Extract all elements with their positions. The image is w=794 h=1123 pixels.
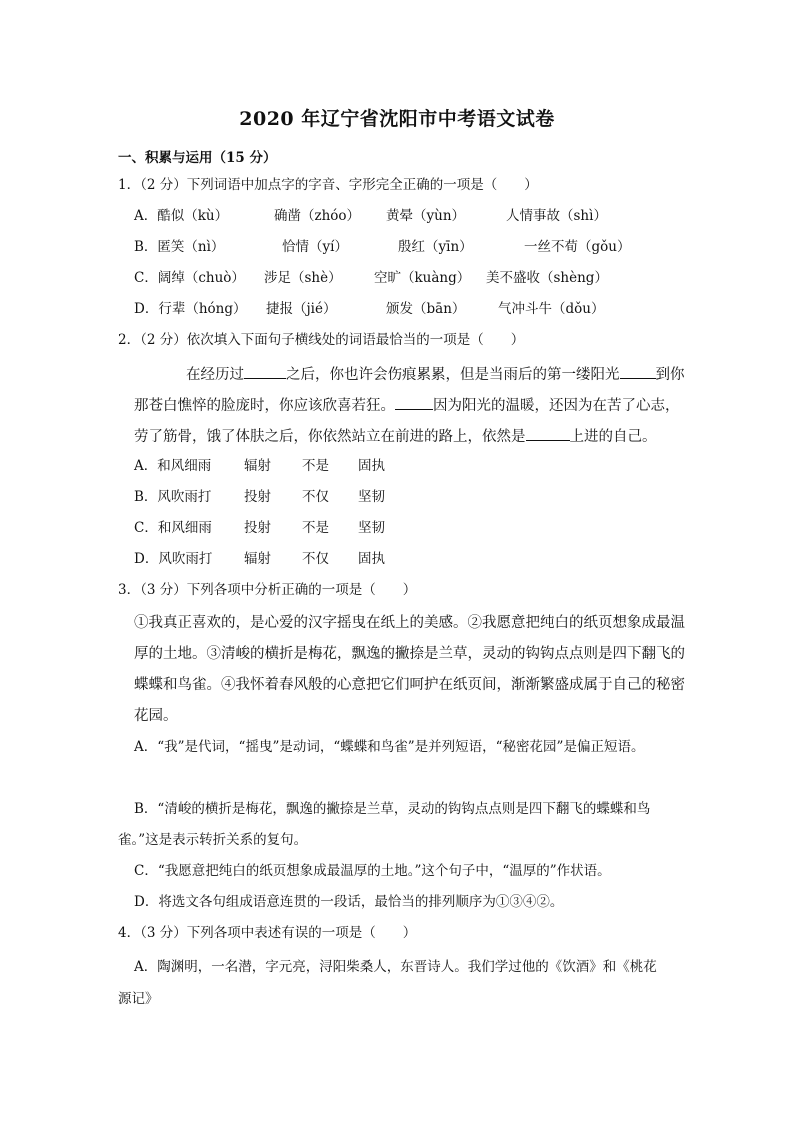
blank-3 xyxy=(395,395,433,410)
q2-c-word1: C．和风细雨 xyxy=(134,520,212,536)
q1-a-word1: A．酷似（kù） xyxy=(134,208,229,224)
q2-a-word1: A．和风细雨 xyxy=(134,458,212,474)
q2-text-3a: 劳了筋骨，饿了体肤之后，你依然站立在前进的路上，依然是 xyxy=(134,429,526,445)
q2-text-3b: 上进的自己。 xyxy=(569,429,657,445)
blank-1 xyxy=(244,364,286,379)
q1-c-word2: 涉足（shè） xyxy=(264,270,342,286)
q2-a-word3: 不是 xyxy=(302,458,329,474)
blank-4 xyxy=(526,426,570,441)
q2-passage-line-3 xyxy=(134,426,657,446)
q2-d-word1: D．风吹雨打 xyxy=(134,551,213,567)
q1-b-word3: 殷红（yīn） xyxy=(398,239,473,255)
q2-d-word2: 辐射 xyxy=(244,551,271,567)
q1-d-word2: 捷报（jié） xyxy=(266,301,337,317)
q4-option-a-line-1: A．陶渊明，一名潜，字元亮，浔阳柴桑人，东晋诗人。我们学过他的《饮酒》和《桃花 xyxy=(134,959,657,975)
q3-option-c: C．“我愿意把纯白的纸页想象成最温厚的土地。”这个句子中，“温厚的”作状语。 xyxy=(134,863,611,879)
q3-option-a: A．“我”是代词，“摇曳”是动词，“蝶蝶和鸟雀”是并列短语，“秘密花园”是偏正短语。 xyxy=(134,739,645,755)
q2-passage-line-1 xyxy=(186,364,685,384)
q4-option-a-line-2: 源记》 xyxy=(118,991,159,1007)
q3-stem: 3．（3 分）下列各项中分析正确的一项是（ ） xyxy=(118,582,417,598)
q3-option-b-line-2: 雀。”这是表示转折关系的复句。 xyxy=(118,832,308,848)
q2-a-word4: 固执 xyxy=(358,458,385,474)
q3-passage-line-4: 花园。 xyxy=(134,708,178,724)
q2-b-word2: 投射 xyxy=(244,489,271,505)
q2-c-word3: 不是 xyxy=(302,520,329,536)
q3-option-d: D．将选文各句组成语意连贯的一段话，最恰当的排列顺序为①③④②。 xyxy=(134,894,564,910)
q1-c-word4: 美不盛收（shèng） xyxy=(486,270,608,286)
q1-c-word3: 空旷（kuàng） xyxy=(374,270,471,286)
q2-text-1c: 到你 xyxy=(655,367,685,383)
q2-c-word4: 坚韧 xyxy=(358,520,385,536)
q4-stem: 4．（3 分）下列各项中表述有误的一项是（ ） xyxy=(118,925,417,941)
q1-d-word3: 颁发（bān） xyxy=(386,301,466,317)
q1-d-word1: D．行辈（hóng） xyxy=(134,301,247,317)
section-heading: 一、积累与运用（15 分） xyxy=(118,150,277,166)
q2-text-2b: 因为阳光的温暖，还因为在苦了心志， xyxy=(433,398,680,414)
q2-b-word4: 坚韧 xyxy=(358,489,385,505)
q2-c-word2: 投射 xyxy=(244,520,271,536)
q2-d-word3: 不仅 xyxy=(302,551,329,567)
q2-a-word2: 辐射 xyxy=(244,458,271,474)
q1-c-word1: C．阔绰（chuò） xyxy=(134,270,245,286)
q1-a-word2: 确凿（zhóo） xyxy=(274,208,361,224)
q2-text-1a: 在经历过 xyxy=(186,367,244,383)
q2-passage-line-2 xyxy=(134,395,680,415)
q2-d-word4: 固执 xyxy=(358,551,385,567)
q3-passage-line-3: 蝶蝶和鸟雀。④我怀着春风般的心意把它们呵护在纸页间，渐渐繁盛成属于自己的秘密 xyxy=(134,677,685,693)
q2-b-word3: 不仅 xyxy=(302,489,329,505)
q1-a-word3: 黄晕（yùn） xyxy=(386,208,466,224)
q1-b-word1: B．匿笑（nì） xyxy=(134,239,225,255)
q1-d-word4: 气冲斗牛（dǒu） xyxy=(498,301,605,317)
q1-b-word4: 一丝不荀（gǒu） xyxy=(524,239,631,255)
q2-b-word1: B．风吹雨打 xyxy=(134,489,212,505)
q2-stem: 2．（2 分）依次填入下面句子横线处的词语最恰当的一项是（ ） xyxy=(118,332,525,348)
q2-text-2a: 那苍白憔悴的脸庞时，你应该欣喜若狂。 xyxy=(134,398,395,414)
q3-passage-line-2: 厚的土地。③清峻的横折是梅花，飘逸的撇捺是兰草，灵动的钩钩点点则是四下翻飞的 xyxy=(134,646,685,662)
q1-b-word2: 恰情（yí） xyxy=(282,239,348,255)
blank-2 xyxy=(620,364,656,379)
q3-passage-line-1: ①我真正喜欢的，是心爱的汉字摇曳在纸上的美感。②我愿意把纯白的纸页想象成最温 xyxy=(134,615,685,631)
q2-text-1b: 之后，你也许会伤痕累累，但是当雨后的第一缕阳光 xyxy=(286,367,620,383)
exam-title: 2020 年辽宁省沈阳市中考语文试卷 xyxy=(239,108,555,130)
q1-stem: 1．（2 分）下列词语中加点字的字音、字形完全正确的一项是（ ） xyxy=(118,177,538,193)
q1-a-word4: 人情事故（shì） xyxy=(506,208,607,224)
q3-option-b-line-1: B．“清峻的横折是梅花，飘逸的撇捺是兰草，灵动的钩钩点点则是四下翻飞的蝶蝶和鸟 xyxy=(134,801,651,817)
